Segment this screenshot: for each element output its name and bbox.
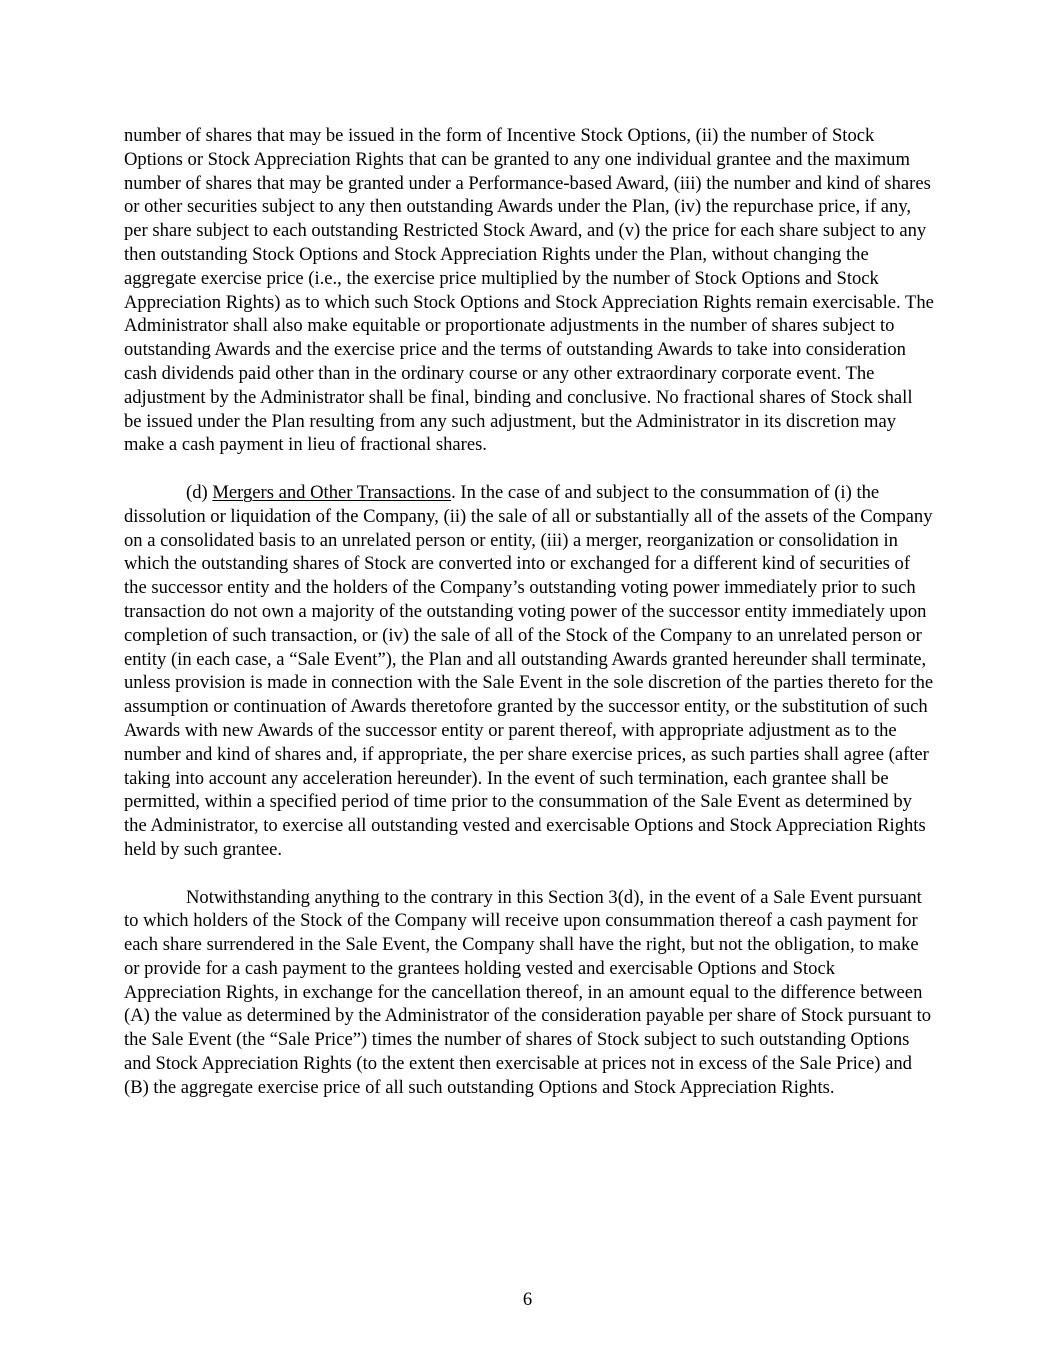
paragraph-adjustments-continued: number of shares that may be issued in the form of Incentive Stock Options, (ii) the number of Stock Options or Stock Appreciation Rights that can be granted to any one individual grantee and the maximum number of shares that may be granted under a Performance-based Award, (iii) the number and kind of shares or other securities subject to any then outstanding Awards under the Plan, (iv) the repurchase price, if any, per share subject to each outstanding Restricted Stock Award, and (v) the price for each share subject to any then outstanding Stock Options and Stock Appreciation Rights under the Plan, without changing the aggregate exercise price (i.e., the exercise price multiplied by the number of Stock Options and Stock Appreciation Rights) as to which such Stock Options and Stock Appreciation Rights remain exercisable. The Administrator shall also make equitable or proportionate adjustments in the number of shares subject to outstanding Awards and the exercise price and the terms of outstanding Awards to take into consideration cash dividends paid other than in the ordinary course or any other extraordinary corporate event. The adjustment by the Administrator shall be final, binding and conclusive. No fractional shares of Stock shall be issued under the Plan resulting from any such adjustment, but the Administrator in its discretion may make a cash payment in lieu of fractional shares. <box>124 125 934 456</box>
document-body <box>124 124 934 1100</box>
section-label: (d) <box>186 481 213 503</box>
section-heading-mergers: Mergers and Other Transactions <box>212 481 452 503</box>
section-body-mergers: . In the case of and subject to the consummation of (i) the dissolution or liquidation of the Company, (ii) the sale of all or substantially all of the assets of the Company on a consolidated basis to an unrelated person or entity, (iii) a merger, reorganization or consolidation in which the outstanding shares of Stock are converted into or exchanged for a different kind of securities of the successor entity and the holders of the Company’s outstanding voting power immediately prior to such transaction do not own a majority of the outstanding voting power of the successor entity immediately upon completion of such transaction, or (iv) the sale of all of the Stock of the Company to an unrelated person or entity (in each case, a “Sale Event”), the Plan and all outstanding Awards granted hereunder shall terminate, unless provision is made in connection with the Sale Event in the sole discretion of the parties thereto for the assumption or continuation of Awards theretofore granted by the successor entity, or the substitution of such Awards with new Awards of the successor entity or parent thereof, with appropriate adjustment as to the number and kind of shares and, if appropriate, the per share exercise prices, as such parties shall agree (after taking into account any acceleration hereunder). In the event of such termination, each grantee shall be permitted, within a specified period of time prior to the consummation of the Sale Event as determined by the Administrator, to exercise all outstanding vested and exercisable Options and Stock Appreciation Rights held by such grantee. <box>124 481 934 860</box>
paragraph-mergers-and-other-transactions <box>124 481 934 862</box>
paragraph-notwithstanding: Notwithstanding anything to the contrary in this Section 3(d), in the event of a Sale Event pursuant to which holders of the Stock of the Company will receive upon consummation thereof a cash payment for each share surrendered in the Sale Event, the Company shall have the right, but not the obligation, to make or provide for a cash payment to the grantees holding vested and exercisable Options and Stock Appreciation Rights, in exchange for the cancellation thereof, in an amount equal to the difference between (A) the value as determined by the Administrator of the consideration payable per share of Stock pursuant to the Sale Event (the “Sale Price”) times the number of shares of Stock subject to such outstanding Options and Stock Appreciation Rights (to the extent then exercisable at prices not in excess of the Sale Price) and (B) the aggregate exercise price of all such outstanding Options and Stock Appreciation Rights. <box>124 886 932 1098</box>
page-number: 6 <box>522 1289 533 1310</box>
